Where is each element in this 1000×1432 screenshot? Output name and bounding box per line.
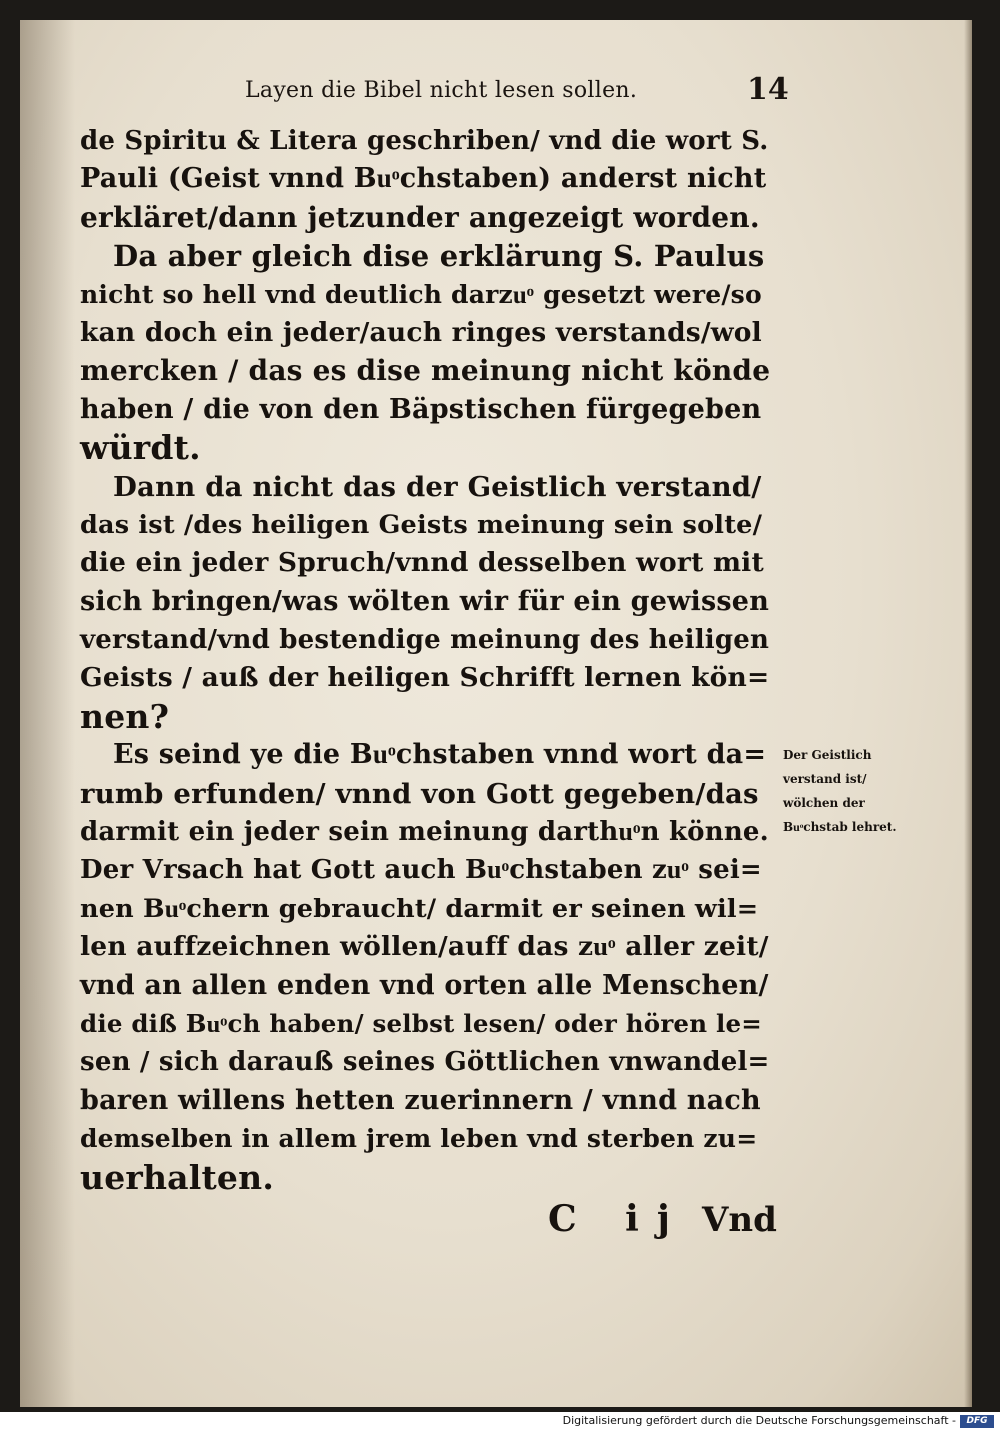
text-line: uerhalten. [80, 1157, 275, 1197]
text-line: nen Buͦchern gebraucht/ darmit er seinen wil= [80, 893, 759, 924]
running-head: Layen die Bibel nicht lesen sollen. [245, 78, 638, 103]
text-line: nen? [80, 696, 170, 736]
gutter-shadow [20, 20, 75, 1407]
page-edge [964, 20, 972, 1407]
signature-mark: C ij [548, 1198, 688, 1240]
text-line: verstand/vnd bestendige meinung des heiligen [80, 625, 770, 656]
text-line: len auffzeichnen wöllen/auff das zuͦ aller zeit/ [80, 931, 769, 963]
text-line: Geists / auß der heiligen Schrifft lernen kön= [80, 662, 770, 694]
text-line: baren willens hetten zuerinnern / vnnd nach [80, 1084, 761, 1116]
text-line: demselben in allem jrem leben vnd sterben zu= [80, 1124, 758, 1154]
text-line: nicht so hell vnd deutlich darzuͦ gesetzt were/so [80, 279, 762, 309]
footer-bar [0, 1412, 1000, 1432]
text-line: Da aber gleich dise erklärung S. Paulus [113, 239, 765, 274]
text-line: Es seind ye die Buͦchstaben vnnd wort da= [113, 739, 767, 771]
book-page [20, 20, 972, 1407]
marginal-note [783, 743, 972, 839]
text-line: die ein jeder Spruch/vnnd desselben wort mit [80, 547, 764, 579]
marginal-line: Buͦchstab lehret. [783, 820, 897, 834]
text-line: haben / die von den Bäpstischen fürgegeben [80, 393, 762, 425]
funding-notice: Digitalisierung gefördert durch die Deutsche Forschungsgemeinschaft - [562, 1414, 956, 1427]
text-line: de Spiritu & Litera geschriben/ vnd die wort S. [80, 126, 769, 156]
page-number: 14 [747, 72, 789, 107]
text-line: Pauli (Geist vnnd Buͦchstaben) anderst nicht [80, 163, 767, 195]
text-line: sen / sich darauß seines Göttlichen vnwandel= [80, 1047, 770, 1078]
text-line: mercken / das es dise meinung nicht könde [80, 354, 771, 388]
marginal-line: Der Geistlich [783, 748, 872, 762]
body-text [80, 122, 770, 1197]
dfg-logo: DFG [960, 1415, 994, 1428]
catchword: Vnd [702, 1200, 777, 1240]
text-line: rumb erfunden/ vnnd von Gott gegeben/das [80, 777, 759, 810]
text-line: Dann da nicht das der Geistlich verstand/ [113, 470, 762, 503]
text-line: die diß Buͦch haben/ selbst lesen/ oder hören le= [80, 1008, 762, 1038]
text-line: sich bringen/was wölten wir für ein gewissen [80, 585, 770, 617]
text-line: das ist /des heiligen Geists meinung sein solte/ [80, 509, 763, 540]
text-line: darmit ein jeder sein meinung darthuͦn könne. [80, 817, 769, 848]
marginal-line: wölchen der [783, 796, 865, 810]
text-line: würdt. [80, 428, 201, 468]
text-line: erkläret/dann jetzunder angezeigt worden. [80, 200, 760, 234]
text-line: Der Vrsach hat Gott auch Buͦchstaben zuͦ sei= [80, 855, 762, 886]
text-line: kan doch ein jeder/auch ringes verstands/wol [80, 316, 762, 348]
marginal-line: verstand ist/ [783, 772, 867, 786]
text-line: vnd an allen enden vnd orten alle Menschen/ [80, 969, 769, 1001]
